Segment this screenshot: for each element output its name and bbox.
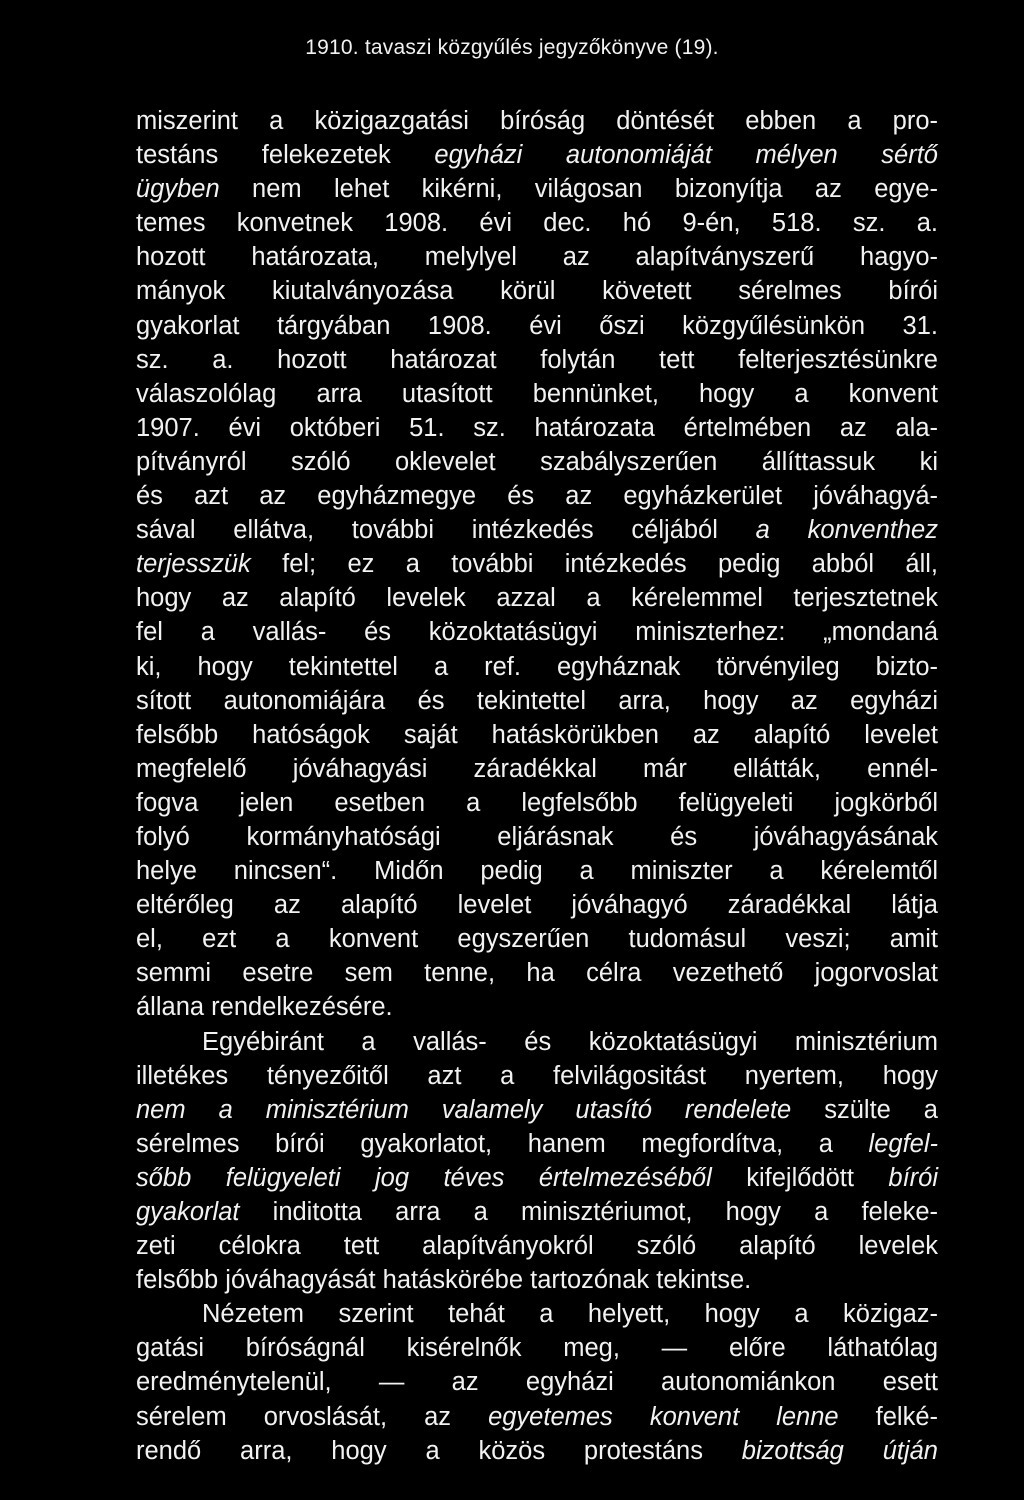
text-line: ügyben nem lehet kikérni, világosan bizonyítja az egye- — [136, 175, 938, 204]
text-line: sérelem orvoslását, az egyetemes konvent lenne felké- — [136, 1402, 938, 1431]
text-line: mányok kiutalványozása körül követett sérelmes bírói — [136, 277, 938, 306]
text-line: sérelmes bírói gyakorlatot, hanem megfordítva, a legfel- — [136, 1129, 938, 1158]
text-line: pítványról szóló oklevelet szabályszerűen állíttassuk ki — [136, 447, 938, 476]
text-line: folyó kormányhatósági eljárásnak és jóváhagyásának — [136, 822, 938, 851]
text-line: rendő arra, hogy a közös protestáns bizottság útján — [136, 1436, 938, 1465]
text-line: megfelelő jóváhagyási záradékkal már ellátták, ennél- — [136, 754, 938, 783]
text-line: sított autonomiájára és tekintettel arra, hogy az egyházi — [136, 686, 938, 715]
text-line: zeti célokra tett alapítványokról szóló alapító levelek — [136, 1232, 938, 1261]
text-line: és azt az egyházmegye és az egyházkerület jóváhagyá- — [136, 482, 938, 511]
text-line: felsőbb hatóságok saját hatáskörükben az alapító levelet — [136, 720, 938, 749]
text-line: el, ezt a konvent egyszerűen tudomásul veszi; amit — [136, 925, 938, 954]
text-line: eredménytelenül, — az egyházi autonomiánkon esett — [136, 1368, 938, 1397]
text-line: temes konvetnek 1908. évi dec. hó 9-én, 518. sz. a. — [136, 209, 938, 238]
text-line: Nézetem szerint tehát a helyett, hogy a közigaz- — [202, 1300, 938, 1329]
text-line: hozott határozata, melylyel az alapítványszerű hagyo- — [136, 243, 938, 272]
text-line: sz. a. hozott határozat folytán tett felterjesztésünkre — [136, 345, 938, 374]
text-line: nem a minisztérium valamely utasító rendelete szülte a — [136, 1095, 938, 1124]
text-line: 1907. évi októberi 51. sz. határozata értelmében az ala- — [136, 413, 938, 442]
text-line: ki, hogy tekintettel a ref. egyháznak törvényileg bizto- — [136, 652, 938, 681]
text-line: sőbb felügyeleti jog téves értelmezéséből kifejlődött bírói — [136, 1163, 938, 1192]
running-head: 1910. tavaszi közgyűlés jegyzőkönyve (19). — [305, 36, 719, 59]
text-line: semmi esetre sem tenne, ha célra vezethető jogorvoslat — [136, 959, 938, 988]
text-line: gyakorlat inditotta arra a minisztériumot, hogy a feleke- — [136, 1198, 938, 1226]
text-line: fogva jelen esetben a legfelsőbb felügyeleti jogkörből — [136, 788, 938, 817]
body-text — [136, 104, 938, 1468]
text-line: hogy az alapító levelek azzal a kérelemmel terjesztetnek — [136, 584, 938, 613]
text-line: felsőbb jóváhagyását hatáskörébe tartozónak tekintse. — [136, 1266, 752, 1295]
text-line: terjesszük fel; ez a további intézkedés pedig abból áll, — [136, 550, 938, 579]
text-line: helye nincsen“. Midőn pedig a miniszter a kérelemtől — [136, 857, 938, 886]
text-line: gyakorlat tárgyában 1908. évi őszi közgyűlésünkön 31. — [136, 311, 938, 340]
text-line: válaszolólag arra utasított bennünket, hogy a konvent — [136, 379, 938, 408]
text-line: fel a vallás- és közoktatásügyi miniszterhez: „mondaná — [136, 618, 938, 647]
text-line: testáns felekezetek egyházi autonomiáját mélyen sértő — [136, 141, 938, 170]
text-line: miszerint a közigazgatási bíróság döntését ebben a pro- — [136, 107, 938, 135]
text-line: Egyébiránt a vallás- és közoktatásügyi minisztérium — [202, 1027, 938, 1056]
text-line: állana rendelkezésére. — [136, 993, 393, 1022]
text-line: illetékes tényezőitől azt a felvilágositást nyertem, hogy — [136, 1061, 938, 1090]
text-line: sával ellátva, további intézkedés céljából a konventhez — [136, 516, 938, 545]
text-line: gatási bíróságnál kisérelnők meg, — előre láthatólag — [136, 1334, 938, 1363]
text-line: eltérőleg az alapító levelet jóváhagyó záradékkal látja — [136, 891, 938, 920]
